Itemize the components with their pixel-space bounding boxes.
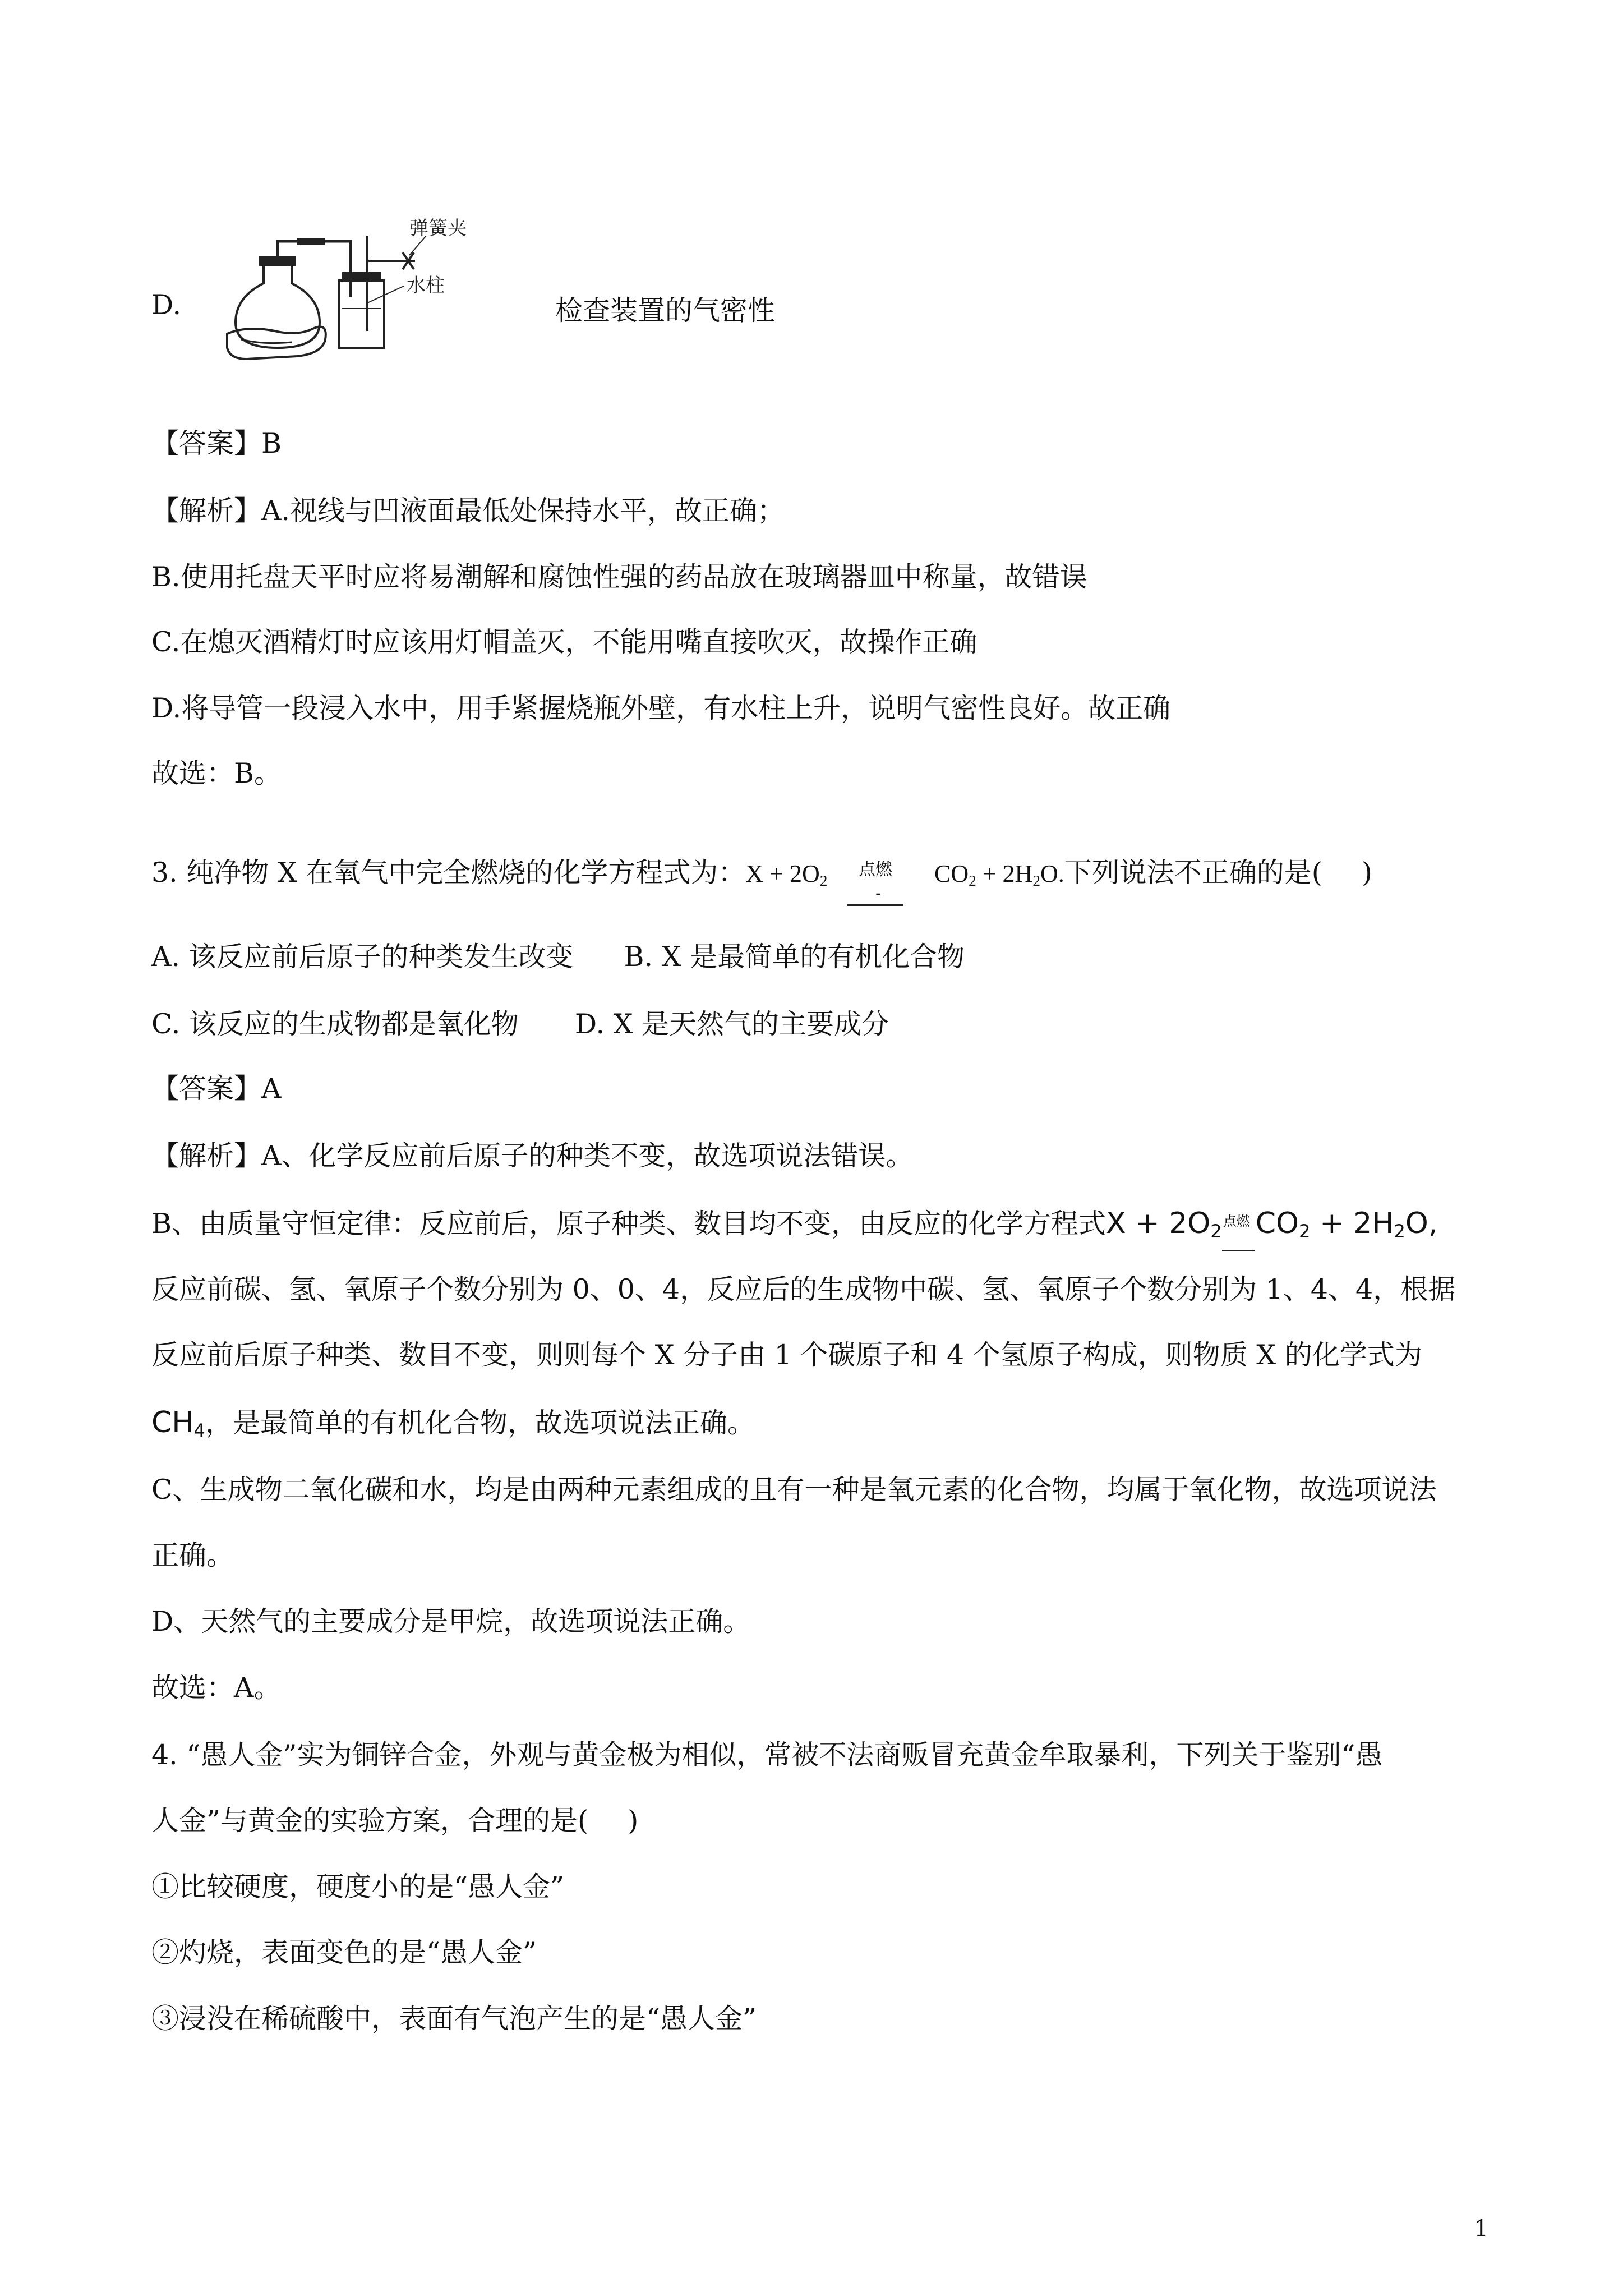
airtightness-apparatus-diagram xyxy=(224,217,467,365)
q3-analysis-b-line xyxy=(151,1405,755,1448)
option-d-text: 检查装置的气密性 xyxy=(555,295,776,326)
q2-analysis-line: 【解析】A.视线与凹液面最低处保持水平，故正确； xyxy=(151,495,785,527)
q3-analysis-b-line xyxy=(151,1206,1437,1249)
q2-choice: 故选：B。 xyxy=(151,757,282,789)
q3-stem-close: ) xyxy=(1361,857,1372,889)
q3-analysis-b-prefix: B、由质量守恒定律：反应前后，原子种类、数目均不变，由反应的化学方程式 xyxy=(151,1208,1106,1240)
q2-analysis-line: B.使用托盘天平时应将易潮解和腐蚀性强的药品放在玻璃器皿中称量，故错误 xyxy=(151,561,1087,593)
q3-analysis-c-line: 正确。 xyxy=(151,1539,234,1571)
q3-analysis-equation: $X + 2O_2$ 点燃 $CO_2 + 2H_2O$, xyxy=(1106,1207,1437,1240)
q3-option-a: A. 该反应前后原子的种类发生改变 xyxy=(151,941,574,973)
q3-options-row-1 xyxy=(151,940,965,974)
q3-stem-prefix: 3. 纯净物 X 在氧气中完全燃烧的化学方程式为： xyxy=(151,857,746,889)
ch4-formula: $CH_4$ xyxy=(151,1406,205,1442)
q4-item: ①比较硬度，硬度小的是“愚人金” xyxy=(151,1871,565,1903)
water-column-label: 水柱 xyxy=(407,274,445,297)
q4-item: ②灼烧，表面变色的是“愚人金” xyxy=(151,1936,537,1968)
q3-condition-label: 点燃 xyxy=(858,860,892,880)
option-d-label: D. xyxy=(151,289,182,321)
clip-label: 弹簧夹 xyxy=(409,217,467,240)
q3-stem-suffix: 下列说法不正确的是( xyxy=(1064,857,1322,889)
q3-analysis-c-line: C、生成物二氧化碳和水，均是由两种元素组成的且有一种是氧元素的化合物，均属于氧化物，故选项说法 xyxy=(151,1474,1437,1506)
q3-option-d: D. X 是天然气的主要成分 xyxy=(574,1008,889,1040)
q3-equation-right: $CO_2 + 2H_2O$. xyxy=(934,860,1064,889)
q4-stem-line: 4. “愚人金”实为铜锌合金，外观与黄金极为相似，常被不法商贩冒充黄金牟取暴利，下列关于鉴别“愚 xyxy=(151,1739,1383,1771)
q2-analysis-line: D.将导管一段浸入水中，用手紧握烧瓶外壁，有水柱上升，说明气密性良好。故正确 xyxy=(151,692,1171,724)
q3-stem: 3. 纯净物 X 在氧气中完全燃烧的化学方程式为：$X + 2O_2$ 点燃 - $CO_2 + 2H_2O$.下列说法不正确的是( ) xyxy=(151,855,1372,898)
q3-choice: 故选：A。 xyxy=(151,1672,282,1704)
q4-stem-line: 人金”与黄金的实验方案，合理的是( ) xyxy=(151,1805,639,1837)
q3-equation-left: $X + 2O_2$ xyxy=(745,860,828,889)
q3-analysis-a: 【解析】A、化学反应前后原子的种类不变，故选项说法错误。 xyxy=(151,1140,914,1172)
q3-analysis-b-line: 反应前后原子种类、数目不变，则则每个 X 分子由 1 个碳原子和 4 个氢原子构成，则物质 X 的化学式为 xyxy=(151,1339,1422,1371)
q3-answer: 【答案】A xyxy=(151,1073,282,1105)
q3-analysis-b-line: 反应前碳、氢、氧原子个数分别为 0、0、4，反应后的生成物中碳、氢、氧原子个数分别为 1、4、4，根据 xyxy=(151,1273,1456,1305)
q3-analysis-condition: 点燃 xyxy=(1223,1213,1250,1229)
page-number: 1 xyxy=(1474,2216,1488,2242)
q2-analysis-line: C.在熄灭酒精灯时应该用灯帽盖灭，不能用嘴直接吹灭，故操作正确 xyxy=(151,626,978,658)
q3-analysis-d: D、天然气的主要成分是甲烷，故选项说法正确。 xyxy=(151,1605,751,1637)
q4-item: ③浸没在稀硫酸中，表面有气泡产生的是“愚人金” xyxy=(151,2003,757,2035)
q3-option-c: C. 该反应的生成物都是氧化物 xyxy=(151,1008,519,1040)
q3-options-row-2 xyxy=(151,1007,889,1042)
q3-option-b: B. X 是最简单的有机化合物 xyxy=(624,941,965,973)
q2-answer: 【答案】B xyxy=(151,427,282,459)
q3-analysis-b-end: ，是最简单的有机化合物，故选项说法正确。 xyxy=(205,1407,755,1439)
